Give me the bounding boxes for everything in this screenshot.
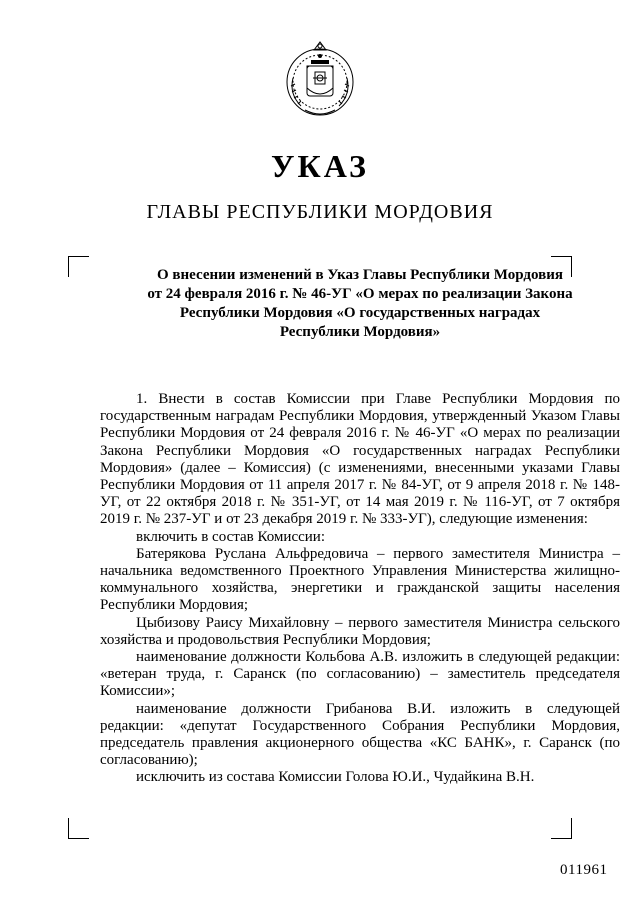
body-paragraph: исключить из состава Комиссии Голова Ю.И., Чудайкина В.Н. [136, 769, 535, 786]
document-title: УКАЗ [271, 148, 369, 184]
body-paragraph: Батерякова Руслана Альфредовича – первого заместителя Министра – начальника ведомственного Проектного Управления Министерства жилищно-коммунального хозяйства, энергетики и гражданской защиты населения Республики Мордовия; [100, 545, 620, 614]
heading-line: О внесении изменений в Указ Главы Республики Мордовия [157, 267, 563, 283]
corner-mark-bottom-right [551, 818, 572, 839]
body-paragraph: Цыбизову Раису Михайловну – первого заместителя Министра сельского хозяйства и продовольствия Республики Мордовия; [100, 614, 620, 648]
body-paragraph: 1. Внести в состав Комиссии при Главе Республики Мордовия по государственным наградам Республики Мордовия, утвержденный Указом Главы Республики Мордовия от 24 февраля 2016 г. № 46-УГ «О мерах по реализации Закона Республики Мордовия «О государственных наградах Республики Мордовия» (далее – Комиссия) (с изменениями, внесенными указами Главы Республики Мордовия от 11 апреля 2017 г. № 84-УГ, от 9 апреля 2018 г. № 148-УГ, от 22 октября 2018 г. № 351-УГ, от 14 мая 2019 г. № 116-УГ, от 7 октября 2019 г. № 237-УГ и от 23 декабря 2019 г. № 333-УГ), следующие изменения: [100, 391, 620, 528]
serial-number: 011961 [560, 862, 608, 878]
decree-body [100, 391, 620, 787]
decree-heading [100, 266, 620, 342]
corner-mark-bottom-left [68, 818, 89, 839]
body-paragraph: наименование должности Кольбова А.В. изложить в следующей редакции: «ветеран труда, г. Саранск (по согласованию) – заместитель председателя Комиссии»; [100, 649, 620, 700]
heading-line: Республики Мордовия «О государственных наградах [179, 305, 541, 321]
body-paragraph: наименование должности Грибанова В.И. изложить в следующей редакции: «депутат Государственного Собрания Республики Мордовия, председатель правления акционерного общества «КС БАНК», г. Саранск (по согласованию); [100, 700, 620, 769]
body-paragraph: включить в состав Комиссии: [136, 528, 325, 545]
heading-line: Республики Мордовия» [279, 324, 441, 340]
document-subtitle: ГЛАВЫ РЕСПУБЛИКИ МОРДОВИЯ [146, 201, 494, 223]
corner-mark-top-left [68, 256, 89, 277]
coat-of-arms-emblem [283, 38, 357, 120]
heading-line: от 24 февраля 2016 г. № 46-УГ «О мерах по реализации Закона [147, 286, 573, 302]
